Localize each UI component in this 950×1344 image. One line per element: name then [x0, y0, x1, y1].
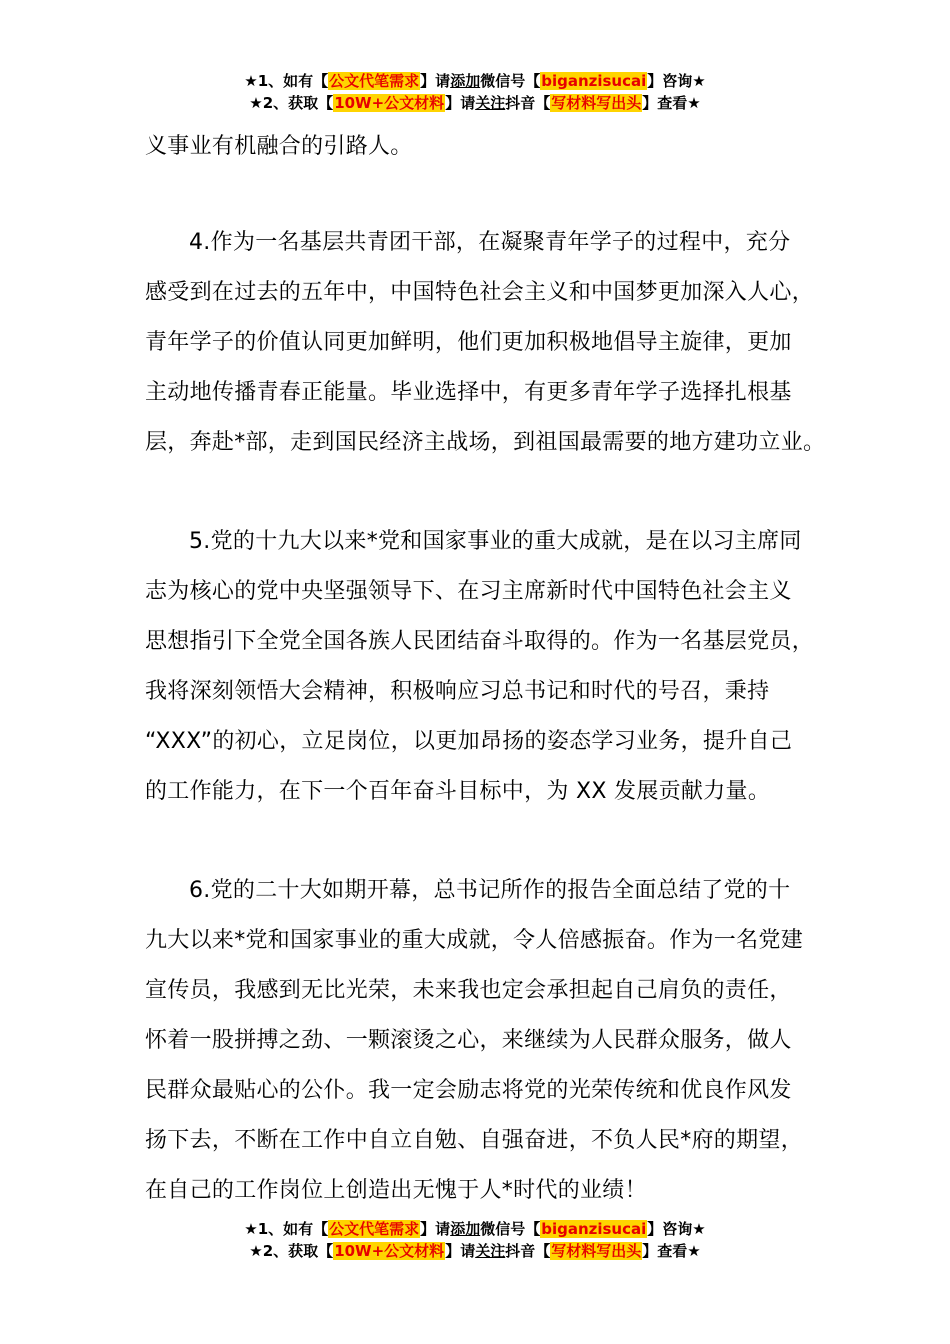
text-line: 主动地传播青春正能量。毕业选择中，有更多青年学子选择扎根基 [145, 380, 792, 405]
promo-line-2 [0, 1240, 950, 1262]
text-line: “XXX”的初心，立足岗位，以更加昂扬的姿态学习业务，提升自己 [145, 729, 793, 754]
promo-text: 抖音【 [505, 1242, 551, 1260]
text-line: 宣传员，我感到无比光荣，未来我也定会承担起自己肩负的责任， [145, 978, 792, 1003]
promo-text: 】咨询★ [647, 1220, 706, 1238]
promo-line-1 [0, 1218, 950, 1240]
paragraph-5 [145, 517, 835, 817]
text-line: 义事业有机融合的引路人。 [145, 134, 413, 159]
text-line: 的工作能力，在下一个百年奋斗目标中，为 XX 发展贡献力量。 [145, 779, 771, 804]
paragraph-4 [145, 218, 835, 468]
text-line: 我将深刻领悟大会精神，积极响应习总书记和时代的号召，秉持 [145, 679, 770, 704]
wechat-id-highlight: biganzisucai [541, 72, 647, 90]
emphasis-text: 关注 [475, 94, 506, 112]
promo-line-2 [0, 92, 950, 114]
promo-text: 微信号【 [480, 1220, 541, 1238]
promo-text: ★2、获取【 [249, 1242, 334, 1260]
highlight-text: 10W+公文材料 [334, 94, 445, 112]
douyin-id-highlight: 写材料写出头 [551, 1242, 642, 1260]
promo-text: ★1、如有【 [244, 72, 329, 90]
text-line: 九大以来*党和国家事业的重大成就，令人倍感振奋。作为一名党建 [145, 928, 804, 953]
text-line: 在自己的工作岗位上创造出无愧于人*时代的业绩！ [145, 1178, 647, 1203]
highlight-text: 公文代笔需求 [329, 72, 420, 90]
promo-banner-bottom [0, 1218, 950, 1262]
text-line: 5.党的十九大以来*党和国家事业的重大成就，是在以习主席同 [189, 529, 802, 554]
promo-text: 抖音【 [505, 94, 551, 112]
text-line: 志为核心的党中央坚强领导下、在习主席新时代中国特色社会主义 [145, 579, 792, 604]
wechat-id-highlight: biganzisucai [541, 1220, 647, 1238]
text-line: 青年学子的价值认同更加鲜明，他们更加积极地倡导主旋律，更加 [145, 330, 792, 355]
promo-text: 】查看★ [642, 1242, 701, 1260]
highlight-text: 公文代笔需求 [329, 1220, 420, 1238]
emphasis-text: 添加 [450, 72, 481, 90]
text-line: 民群众最贴心的公仆。我一定会励志将党的光荣传统和优良作风发 [145, 1078, 792, 1103]
text-line: 扬下去，不断在工作中自立自勉、自强奋进，不负人民*府的期望， [145, 1128, 804, 1153]
document-body [145, 122, 835, 172]
text-line: 感受到在过去的五年中，中国特色社会主义和中国梦更加深入人心， [145, 280, 815, 305]
emphasis-text: 关注 [475, 1242, 506, 1260]
promo-text: 】请 [445, 1242, 476, 1260]
text-line: 怀着一股拼搏之劲、一颗滚烫之心，来继续为人民群众服务，做人 [145, 1028, 792, 1053]
douyin-id-highlight: 写材料写出头 [551, 94, 642, 112]
promo-text: 微信号【 [480, 72, 541, 90]
promo-text: ★2、获取【 [249, 94, 334, 112]
promo-text: 】咨询★ [647, 72, 706, 90]
text-line: 思想指引下全党全国各族人民团结奋斗取得的。作为一名基层党员， [145, 629, 815, 654]
promo-text: 】请 [420, 1220, 451, 1238]
paragraph-5-text [145, 517, 835, 817]
emphasis-text: 添加 [450, 1220, 481, 1238]
paragraph-6-text [145, 866, 835, 1216]
text-line: 4.作为一名基层共青团干部，在凝聚青年学子的过程中，充分 [189, 230, 791, 255]
paragraph-6 [145, 866, 835, 1216]
text-line: 层，奔赴*部，走到国民经济主战场，到祖国最需要的地方建功立业。 [145, 430, 826, 455]
promo-line-1 [0, 70, 950, 92]
promo-banner-top [0, 70, 950, 114]
promo-text: 】请 [420, 72, 451, 90]
promo-text: ★1、如有【 [244, 1220, 329, 1238]
promo-text: 】请 [445, 94, 476, 112]
highlight-text: 10W+公文材料 [334, 1242, 445, 1260]
paragraph-fragment [145, 122, 835, 172]
promo-text: 】查看★ [642, 94, 701, 112]
paragraph-4-text [145, 218, 835, 468]
text-line: 6.党的二十大如期开幕，总书记所作的报告全面总结了党的十 [189, 878, 791, 903]
